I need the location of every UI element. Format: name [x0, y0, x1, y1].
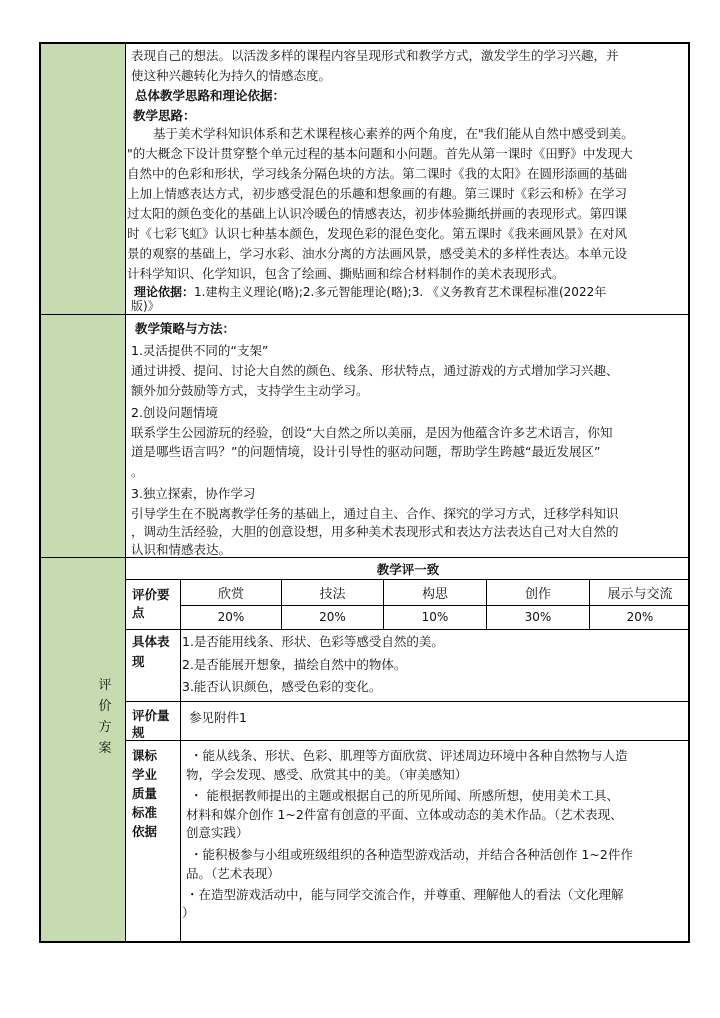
standard-label-5: 依据: [132, 824, 158, 839]
standard-label-3: 质量: [132, 786, 158, 801]
eval-side-label-2: 价: [98, 699, 112, 714]
criteria-divider: [180, 605, 690, 606]
ideas-body-line-8: 计科学知识、化学知识，包含了绘画、撕贴画和综合材料制作的美术表现形式。: [127, 266, 565, 281]
strategy-item-1: 1.灵活提供不同的“支架”: [131, 343, 269, 358]
ideas-body-line-5: 过太阳的颜色变化的基础上认识冷暖色的情感表达，初步体验撕纸拼画的表现形式。第四课: [127, 206, 628, 221]
rubric-bottom-divider: [125, 740, 690, 741]
performance-label-1: 具体表: [132, 634, 170, 649]
intro-line-2: 使这种兴趣转化为持久的情感态度。: [131, 68, 332, 83]
theory-label: 理论依据：: [134, 285, 195, 299]
strategy-item-3: 额外加分鼓励等方式，支持学生主动学习。: [131, 383, 369, 398]
standard-item-8: ・在造型游戏活动中，能与同学交流合作，并尊重、理解他人的看法（文化理解: [186, 887, 624, 902]
performance-item-2: 2.是否能展开想象，描绘自然中的物体。: [182, 657, 407, 672]
strategy-heading: 教学策略与方法：: [135, 321, 236, 336]
performance-item-3: 3.能否认识颜色，感受色彩的变化。: [182, 679, 382, 694]
rubric-label-1: 评价量: [132, 708, 170, 723]
standard-item-5: 创意实践）: [186, 825, 249, 840]
weight-4: 30%: [524, 610, 552, 624]
weight-5: 20%: [626, 610, 654, 624]
teaching-ideas-heading: 教学思路：: [133, 108, 196, 123]
strategy-item-5: 联系学生公园游玩的经验，创设“大自然之所以美丽，是因为他蕴含许多艺术语言，你知: [131, 425, 613, 440]
ideas-body-line-1: 基于美术学科知识体系和艺术课程核心素养的两个角度，在"我们能从自然中感受到美。: [153, 126, 634, 141]
criterion-1: 欣赏: [217, 587, 244, 602]
strategy-item-6: 道是哪些语言吗？”的问题情境，设计引导性的驱动问题，帮助学生跨越“最近发展区”: [131, 444, 601, 459]
standard-item-3: ・ 能根据教师提出的主题或根据自己的所见所闻、所感所想，使用美术工具、: [190, 788, 619, 803]
standard-label-4: 标准: [132, 805, 158, 820]
eval-side-label-4: 案: [98, 741, 112, 756]
column-divider: [125, 42, 126, 943]
standard-item-4: 材料和媒介创作 1~2件富有创意的平面、立体或动态的美术作品。（艺术表现、: [186, 807, 623, 822]
strategy-item-8: 3.独立探索，协作学习: [131, 486, 256, 501]
standard-item-7: 品。（艺术表现）: [186, 866, 280, 881]
ideas-body-line-4: 上加上情感表达方式，初步感受混色的乐趣和想象画的有趣。第三课时《彩云和桥》在学习: [127, 186, 628, 201]
criterion-5: 展示与交流: [607, 587, 673, 602]
criterion-3: 构思: [421, 587, 448, 602]
eval-title-divider: [125, 579, 690, 580]
theory-line-2: 版)》: [131, 299, 160, 313]
points-label-2: 点: [132, 605, 145, 620]
ideas-body-line-6: 时《七彩飞虹》认识七种基本颜色，发现色彩的混色变化。第五课时《我来画风景》在对风: [127, 226, 628, 241]
standard-item-9: ）: [182, 905, 195, 920]
rubric-value: 参见附件1: [189, 710, 247, 725]
rubric-label-2: 规: [132, 725, 145, 740]
ideas-body-line-3: 自然中的色彩和形状，学习线条分隔色块的方法。第二课时《我的太阳》在圆形添画的基础: [127, 166, 628, 181]
eval-label-divider: [180, 579, 181, 943]
criterion-2: 技法: [319, 587, 346, 602]
strategy-item-7: 。: [131, 464, 144, 479]
standard-item-1: ・能从线条、形状、色彩、肌理等方面欣赏、评述周边环境中各种自然物与人造: [190, 748, 628, 763]
strategy-item-10: ，调动生活经验，大胆的创意设想，用多种美术表现形式和表达方法表达自己对大自然的: [131, 524, 619, 539]
weight-1: 20%: [217, 610, 245, 624]
weight-2: 20%: [319, 610, 346, 624]
intro-line-1: 表现自己的想法。以活泼多样的课程内容呈现形式和教学方式，激发学生的学习兴趣，并: [131, 48, 619, 63]
points-label-1: 评价要: [132, 587, 170, 602]
performance-item-1: 1.是否能用线条、形状、色彩等感受自然的美。: [182, 634, 444, 649]
standard-label-1: 课标: [132, 748, 158, 763]
performance-bottom-divider: [125, 701, 690, 702]
eval-side-label-3: 方: [98, 720, 112, 735]
eval-side-label-1: 评: [98, 678, 112, 693]
strategy-item-9: 引导学生在不脱离教学任务的基础上，通过自主、合作、探究的学习方式，迁移学科知识: [131, 506, 619, 521]
standard-item-6: ・能积极参与小组或班级组织的各种造型游戏活动，并结合各种活创作 1~2件作: [190, 847, 633, 862]
standard-label-2: 学业: [132, 767, 158, 782]
points-bottom-divider: [125, 629, 690, 630]
ideas-body-line-2: "的大概念下设计贯穿整个单元过程的基本问题和小问题。首先从第一课时《田野》中发现大: [127, 146, 633, 161]
theory-text: 1.建构主义理论(略);2.多元智能理论(略);3. 《义务教育艺术课程标准(2022年: [194, 285, 607, 299]
strategy-item-11: 认识和情感表达。: [131, 542, 232, 557]
strategy-item-2: 通过讲授、提问、讨论大自然的颜色、线条、形状特点，通过游戏的方式增加学习兴趣、: [131, 363, 619, 378]
theory-line-1: [134, 283, 606, 303]
ideas-body-line-7: 景的观察的基础上，学习水彩、油水分离的方法画风景，感受美术的多样性表达。本单元设: [127, 246, 628, 261]
performance-label-2: 现: [132, 654, 145, 669]
strategy-item-4: 2.创设问题情境: [131, 405, 218, 420]
weight-3: 10%: [421, 610, 449, 624]
overall-heading: 总体教学思路和理论依据：: [135, 88, 286, 103]
criterion-4: 创作: [524, 587, 551, 602]
standard-item-2: 物，学会发现、感受、欣赏其中的美。（审美感知）: [186, 767, 468, 782]
eval-table-title: 教学评一致: [376, 562, 440, 577]
